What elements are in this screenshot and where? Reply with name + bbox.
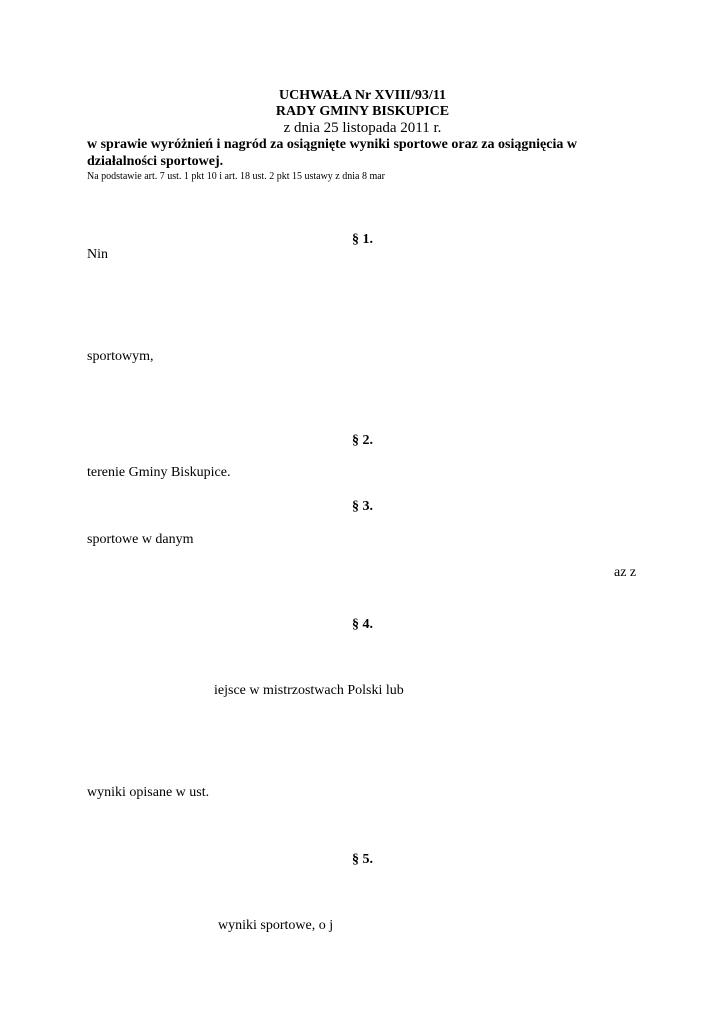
- council-name: RADY GMINY BISKUPICE: [275, 104, 450, 119]
- section-2-heading: § 2.: [352, 433, 373, 448]
- section-5-heading: § 5.: [352, 852, 373, 867]
- subject-line-2: działalności sportowej.: [87, 154, 224, 169]
- section-3-text-2: az z: [614, 565, 637, 580]
- subject-line-1: w sprawie wyróżnień i nagród za osiągnięte wyniki sportowe oraz za osiągnięcia w: [87, 137, 577, 152]
- section-4-text-1: iejsce w mistrzostwach Polski lub: [214, 683, 404, 698]
- section-4-text-2: wyniki opisane w ust.: [87, 785, 210, 800]
- section-1-heading: § 1.: [352, 232, 373, 247]
- section-3-text-1: sportowe w danym: [87, 532, 194, 547]
- section-4-heading: § 4.: [352, 617, 373, 632]
- section-2-text-1: terenie Gminy Biskupice.: [87, 465, 231, 480]
- resolution-number: UCHWAŁA Nr XVIII/93/11: [279, 88, 446, 103]
- section-1-text-1: Nin: [87, 247, 108, 262]
- section-5-text-1: wyniki sportowe, o j: [218, 918, 334, 933]
- section-1-text-2: sportowym,: [87, 349, 154, 364]
- section-3-heading: § 3.: [352, 499, 373, 514]
- legal-basis: Na podstawie art. 7 ust. 1 pkt 10 i art. 18 ust. 2 pkt 15 ustawy z dnia 8 mar: [87, 171, 386, 182]
- resolution-date: z dnia 25 listopada 2011 r.: [283, 120, 442, 136]
